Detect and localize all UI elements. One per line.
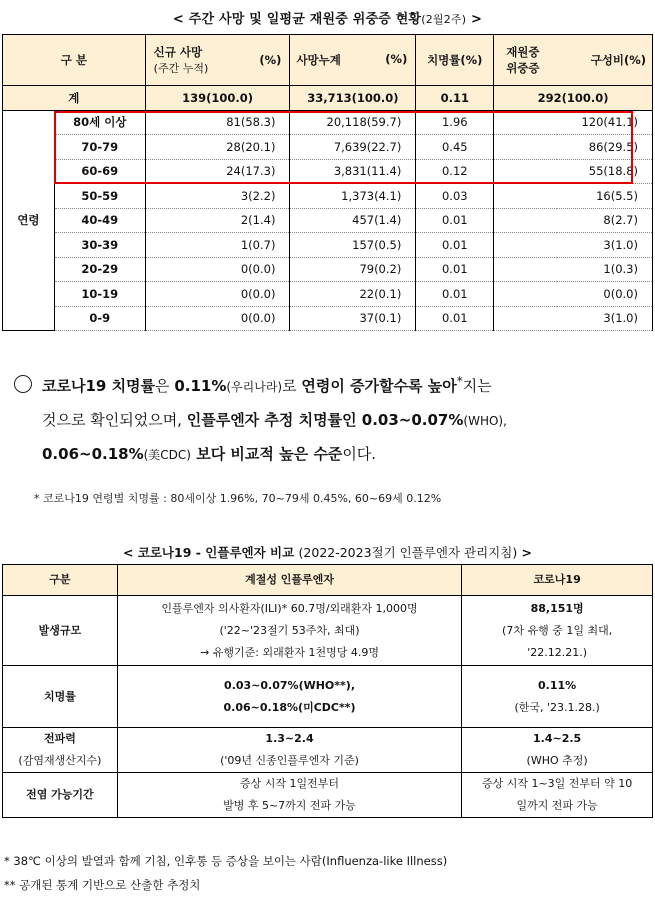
table-row	[3, 159, 653, 184]
severe-cell: 0(0.0)	[494, 282, 653, 307]
fatality-cell: 0.45	[416, 135, 494, 160]
age-cell: 50-59	[54, 184, 145, 209]
flu-cell: 인플루엔자 의사환자(ILI)* 60.7명/외래환자 1,000명 ('22~'23절기 53주차, 최대) → 유행기준: 외래환자 1천명당 4.9명	[117, 596, 461, 666]
severe-cell: 3(1.0)	[494, 233, 653, 258]
fatality-cell: 0.01	[416, 306, 494, 331]
weekly-deaths-table	[2, 34, 653, 331]
table-row	[3, 306, 653, 331]
age-group-label: 연령	[3, 110, 55, 331]
flu-cell: 증상 시작 1일전부터 발병 후 5~7까지 전파 가능	[117, 773, 461, 818]
bullet-circle-icon	[14, 375, 32, 393]
summary-paragraph: 코로나19 치명률은 0.11%(우리나라)로 연령이 증가할수록 높아*지는 것으로 확인되었으며, 인플루엔자 추정 치명률인 0.03~0.07%(WHO), 0.06~0.18%(美CDC) 보다 비교적 높은 수준이다.	[14, 365, 644, 472]
total-row	[3, 86, 653, 111]
fatality-cell: 0.01	[416, 257, 494, 282]
severe-cell: 1(0.3)	[494, 257, 653, 282]
cum-deaths-cell: 7,639(22.7)	[290, 135, 416, 160]
severe-cell: 55(18.8)	[494, 159, 653, 184]
age-cell: 60-69	[54, 159, 145, 184]
cum-deaths-cell: 20,118(59.7)	[290, 110, 416, 135]
footnote-ili: * 38℃ 이상의 발열과 함께 기침, 인후통 등 증상을 보이는 사람(Influenza-like Illness)	[4, 854, 448, 868]
cum-deaths-cell: 22(0.1)	[290, 282, 416, 307]
header-flu: 계절성 인플루엔자	[117, 565, 461, 596]
severe-cell: 16(5.5)	[494, 184, 653, 209]
new-deaths-cell: 24(17.3)	[145, 159, 290, 184]
new-deaths-cell: 1(0.7)	[145, 233, 290, 258]
header-cumulative-deaths: 사망누계 (%)	[290, 35, 416, 86]
flu-cell: 1.3~2.4 ('09년 신종인플루엔자 기준)	[117, 728, 461, 773]
table2-title: < 코로나19 - 인플루엔자 비교 (2022-2023절기 인플루엔자 관리지침) >	[122, 545, 533, 560]
row-label: 발생규모	[3, 596, 118, 666]
severe-cell: 3(1.0)	[494, 306, 653, 331]
fatality-cell: 0.01	[416, 208, 494, 233]
table-row	[3, 233, 653, 258]
covid-cell: 1.4~2.5 (WHO 추정)	[462, 728, 653, 773]
age-fatality-note: * 코로나19 연령별 치명률 : 80세이상 1.96%, 70~79세 0.45%, 60~69세 0.12%	[34, 492, 442, 505]
new-deaths-cell: 0(0.0)	[145, 257, 290, 282]
row-label: 전염 가능기간	[3, 773, 118, 818]
total-severe: 292(100.0)	[494, 86, 653, 111]
table-row	[3, 596, 653, 666]
covid-cell: 증상 시작 1~3일 전부터 약 10 일까지 전파 가능	[462, 773, 653, 818]
table1-title: < 주간 사망 및 일평균 재원중 위중증 현황(2월2주) >	[172, 12, 483, 27]
cum-deaths-cell: 1,373(4.1)	[290, 184, 416, 209]
age-cell: 10-19	[54, 282, 145, 307]
new-deaths-cell: 2(1.4)	[145, 208, 290, 233]
row-label: 전파력 (감염재생산지수)	[3, 728, 118, 773]
age-cell: 80세 이상	[54, 110, 145, 135]
table-row	[3, 257, 653, 282]
age-cell: 70-79	[54, 135, 145, 160]
fatality-cell: 0.01	[416, 233, 494, 258]
new-deaths-cell: 3(2.2)	[145, 184, 290, 209]
severe-cell: 8(2.7)	[494, 208, 653, 233]
age-cell: 40-49	[54, 208, 145, 233]
new-deaths-cell: 0(0.0)	[145, 282, 290, 307]
table-row	[3, 110, 653, 135]
header-covid: 코로나19	[462, 565, 653, 596]
table-header-row	[3, 565, 653, 596]
table-row	[3, 666, 653, 728]
table-row	[3, 728, 653, 773]
total-cum: 33,713(100.0)	[290, 86, 416, 111]
severe-cell: 120(41.1)	[494, 110, 653, 135]
age-cell: 30-39	[54, 233, 145, 258]
total-label: 계	[3, 86, 146, 111]
fatality-cell: 0.01	[416, 282, 494, 307]
table-row	[3, 208, 653, 233]
fatality-cell: 1.96	[416, 110, 494, 135]
header-new-deaths: 신규 사망 (주간 누적) (%)	[145, 35, 290, 86]
cum-deaths-cell: 79(0.2)	[290, 257, 416, 282]
table-row	[3, 184, 653, 209]
fatality-cell: 0.12	[416, 159, 494, 184]
table-row	[3, 282, 653, 307]
cum-deaths-cell: 37(0.1)	[290, 306, 416, 331]
cum-deaths-cell: 457(1.4)	[290, 208, 416, 233]
flu-cell: 0.03~0.07%(WHO**), 0.06~0.18%(미CDC**)	[117, 666, 461, 728]
row-label: 치명률	[3, 666, 118, 728]
total-rate: 0.11	[416, 86, 494, 111]
new-deaths-cell: 81(58.3)	[145, 110, 290, 135]
age-cell: 20-29	[54, 257, 145, 282]
covid-cell: 88,151명 (7차 유행 중 1일 최대, '22.12.21.)	[462, 596, 653, 666]
severe-cell: 86(29.5)	[494, 135, 653, 160]
header-group: 구분	[3, 565, 118, 596]
new-deaths-cell: 28(20.1)	[145, 135, 290, 160]
footnote-estimate: ** 공개된 통계 기반으로 산출한 추정치	[4, 878, 201, 892]
covid-flu-comparison-table	[2, 564, 653, 818]
table-row	[3, 773, 653, 818]
header-group: 구 분	[3, 35, 146, 86]
cum-deaths-cell: 157(0.5)	[290, 233, 416, 258]
new-deaths-cell: 0(0.0)	[145, 306, 290, 331]
header-fatality-rate: 치명률(%)	[416, 35, 494, 86]
header-severe-composition: 재원중 위중증 구성비(%)	[494, 35, 653, 86]
fatality-cell: 0.03	[416, 184, 494, 209]
age-cell: 0-9	[54, 306, 145, 331]
table-header-row	[3, 35, 653, 86]
cum-deaths-cell: 3,831(11.4)	[290, 159, 416, 184]
total-new: 139(100.0)	[145, 86, 290, 111]
covid-cell: 0.11% (한국, '23.1.28.)	[462, 666, 653, 728]
table-row	[3, 135, 653, 160]
